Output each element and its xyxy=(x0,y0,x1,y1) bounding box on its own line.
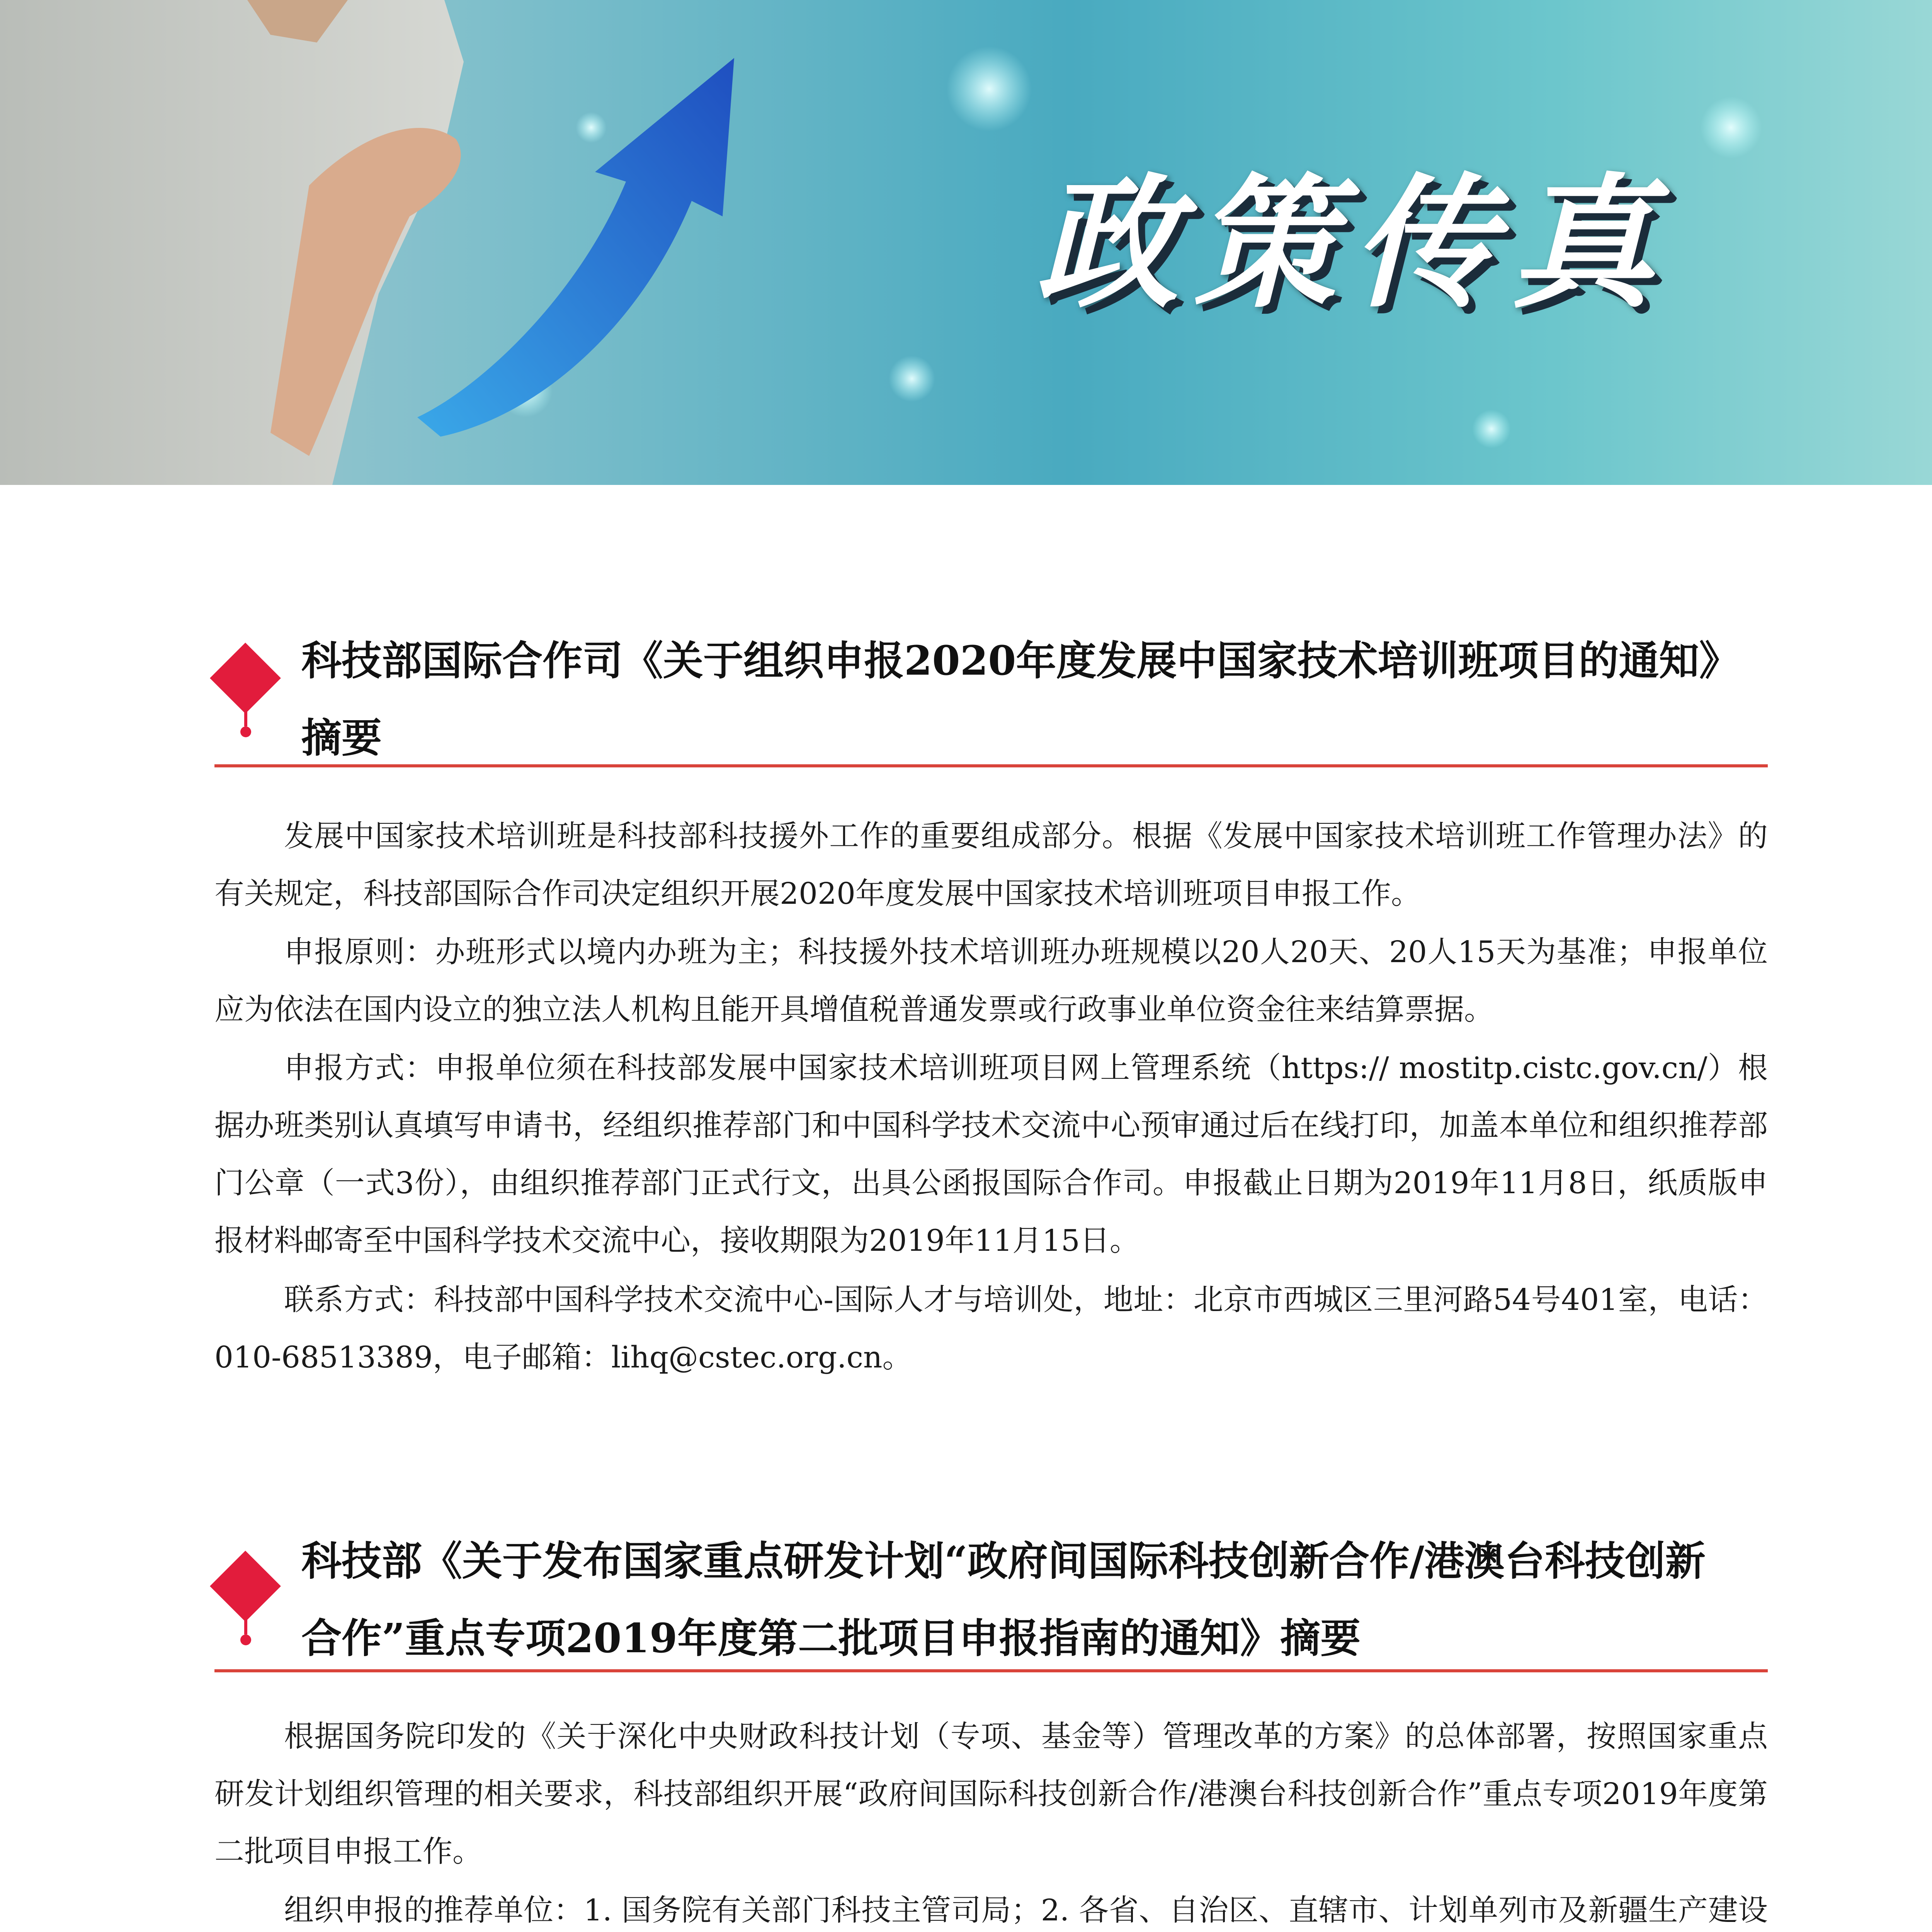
paragraph: 组织申报的推荐单位：1. 国务院有关部门科技主管司局；2. 各省、自治区、直辖市、计划单列市及新疆生产建设 xyxy=(284,1893,1768,1928)
paragraph: 申报方式：申报单位须在科技部发展中国家技术培训班项目网上管理系统（https:// mostitp.cistc.gov.cn/）根据办班类别认真填写申请书，经组织推荐部门和中国科学技术交流中心预审通过后在线打印，加盖本单位和组织推荐部门公章（一式3份），由组织推荐部门正式行文，出具公函报国际合作司。申报截止日期为2019年11月8日，纸质版申报材料邮寄至中国科学技术交流中心，接收期限为2019年11月15日。 xyxy=(214,1051,1768,1258)
section-divider xyxy=(214,1669,1768,1672)
paragraph: 联系方式：科技部中国科学技术交流中心-国际人才与培训处，地址：北京市西城区三里河路54号401室，电话：010-68513389，电子邮箱：lihq@cstec.org.cn。 xyxy=(214,1283,1768,1375)
section-title: 科技部国际合作司《关于组织申报2020年度发展中国家技术培训班项目的通知》 摘要 xyxy=(301,637,1740,762)
section-divider xyxy=(214,764,1768,767)
paragraph: 申报原则：办班形式以境内办班为主；科技援外技术培训班办班规模以20人20天、20人15天为基准；申报单位应为依法在国内设立的独立法人机构且能开具增值税普通发票或行政事业单位资金往来结算票据。 xyxy=(214,935,1768,1027)
paragraph: 发展中国家技术培训班是科技部科技援外工作的重要组成部分。根据《发展中国家技术培训班工作管理办法》的有关规定，科技部国际合作司决定组织开展2020年度发展中国家技术培训班项目申报工作。 xyxy=(214,819,1768,911)
banner-title: 政策传真 xyxy=(1036,160,1669,327)
header-banner xyxy=(0,0,1932,485)
paragraph: 根据国务院印发的《关于深化中央财政科技计划（专项、基金等）管理改革的方案》的总体部署，按照国家重点研发计划组织管理的相关要求，科技部组织开展“政府间国际科技创新合作/港澳台科技创新合作”重点专项2019年度第二批项目申报工作。 xyxy=(214,1719,1768,1869)
section-title: 科技部《关于发布国家重点研发计划“政府间国际科技创新合作/港澳台科技创新 合作”重点专项2019年度第二批项目申报指南的通知》摘要 xyxy=(301,1537,1706,1662)
rising-arrow-icon xyxy=(417,58,734,437)
